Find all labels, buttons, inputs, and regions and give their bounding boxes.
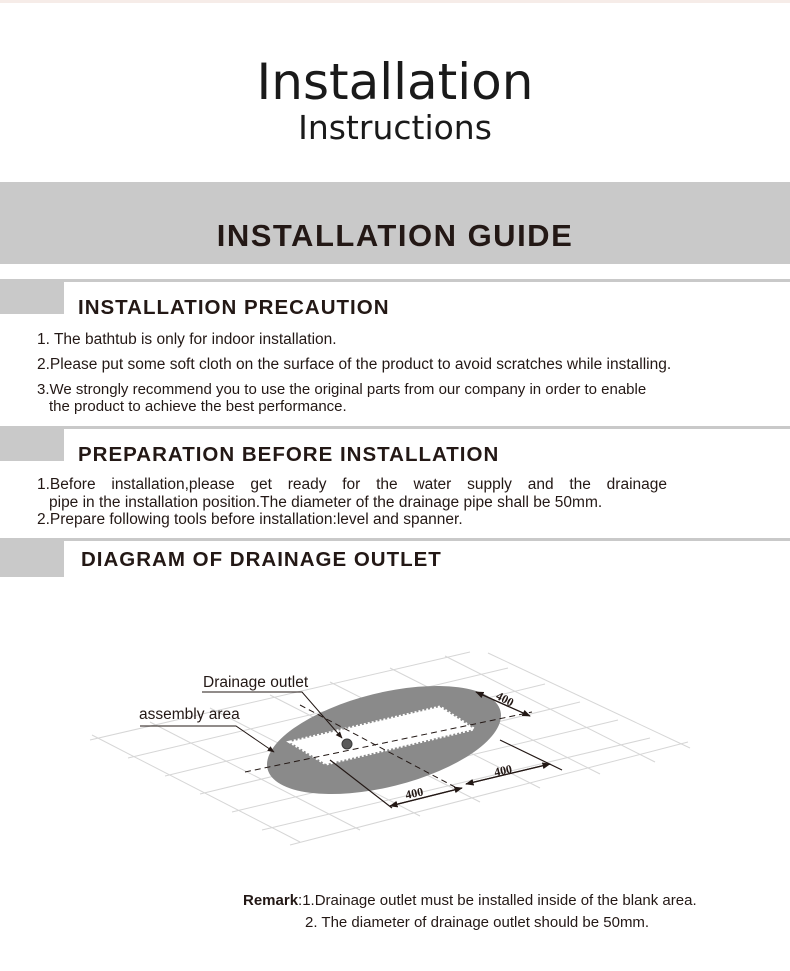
drain-outlet <box>342 739 352 749</box>
section-heading-drainage: DIAGRAM OF DRAINAGE OUTLET <box>81 548 442 571</box>
section-marker-precaution <box>0 282 64 314</box>
precaution-item-3-line-1: 3.We strongly recommend you to use the original parts from our company in order to enable <box>37 381 647 398</box>
section-marker-drainage <box>0 541 64 577</box>
remark-line-2: 2. The diameter of drainage outlet should be 50mm. <box>305 914 650 931</box>
dimension-label-bottom: 400 <box>403 784 425 802</box>
section-rule-drainage <box>0 538 790 541</box>
dimension-label-top: 400 <box>493 688 517 710</box>
remark-text-1: :1.Drainage outlet must be installed inside of the blank area. <box>298 892 697 909</box>
section-heading-preparation: PREPARATION BEFORE INSTALLATION <box>78 443 500 466</box>
precaution-item-2: 2.Please put some soft cloth on the surface of the product to avoid scratches while installing. <box>37 356 672 373</box>
section-rule-precaution <box>0 279 790 282</box>
section-heading-precaution: INSTALLATION PRECAUTION <box>78 296 390 319</box>
precaution-item-1: 1. The bathtub is only for indoor installation. <box>37 331 337 348</box>
drainage-outlet-label: Drainage outlet <box>203 674 309 691</box>
remark-label: Remark <box>243 892 299 909</box>
precaution-item-3-line-2: the product to achieve the best performance. <box>49 398 347 415</box>
remark-line-1 <box>243 892 697 910</box>
preparation-item-2: 2.Prepare following tools before installation:level and spanner. <box>37 511 463 528</box>
guide-heading: INSTALLATION GUIDE <box>216 218 574 253</box>
top-accent-line <box>0 0 790 3</box>
assembly-area-label: assembly area <box>139 706 240 723</box>
section-marker-preparation <box>0 429 64 461</box>
dimension-label-right: 400 <box>492 761 514 780</box>
page-title: Installation <box>256 53 534 111</box>
drainage-outlet-diagram <box>80 640 700 850</box>
preparation-item-1-line-2: pipe in the installation position.The diameter of the drainage pipe shall be 50mm. <box>49 494 603 511</box>
preparation-item-1-line-1: 1.Before installation,please get ready for the water supply and the drainage <box>37 476 667 493</box>
section-rule-preparation <box>0 426 790 429</box>
page-subtitle: Instructions <box>298 108 492 147</box>
